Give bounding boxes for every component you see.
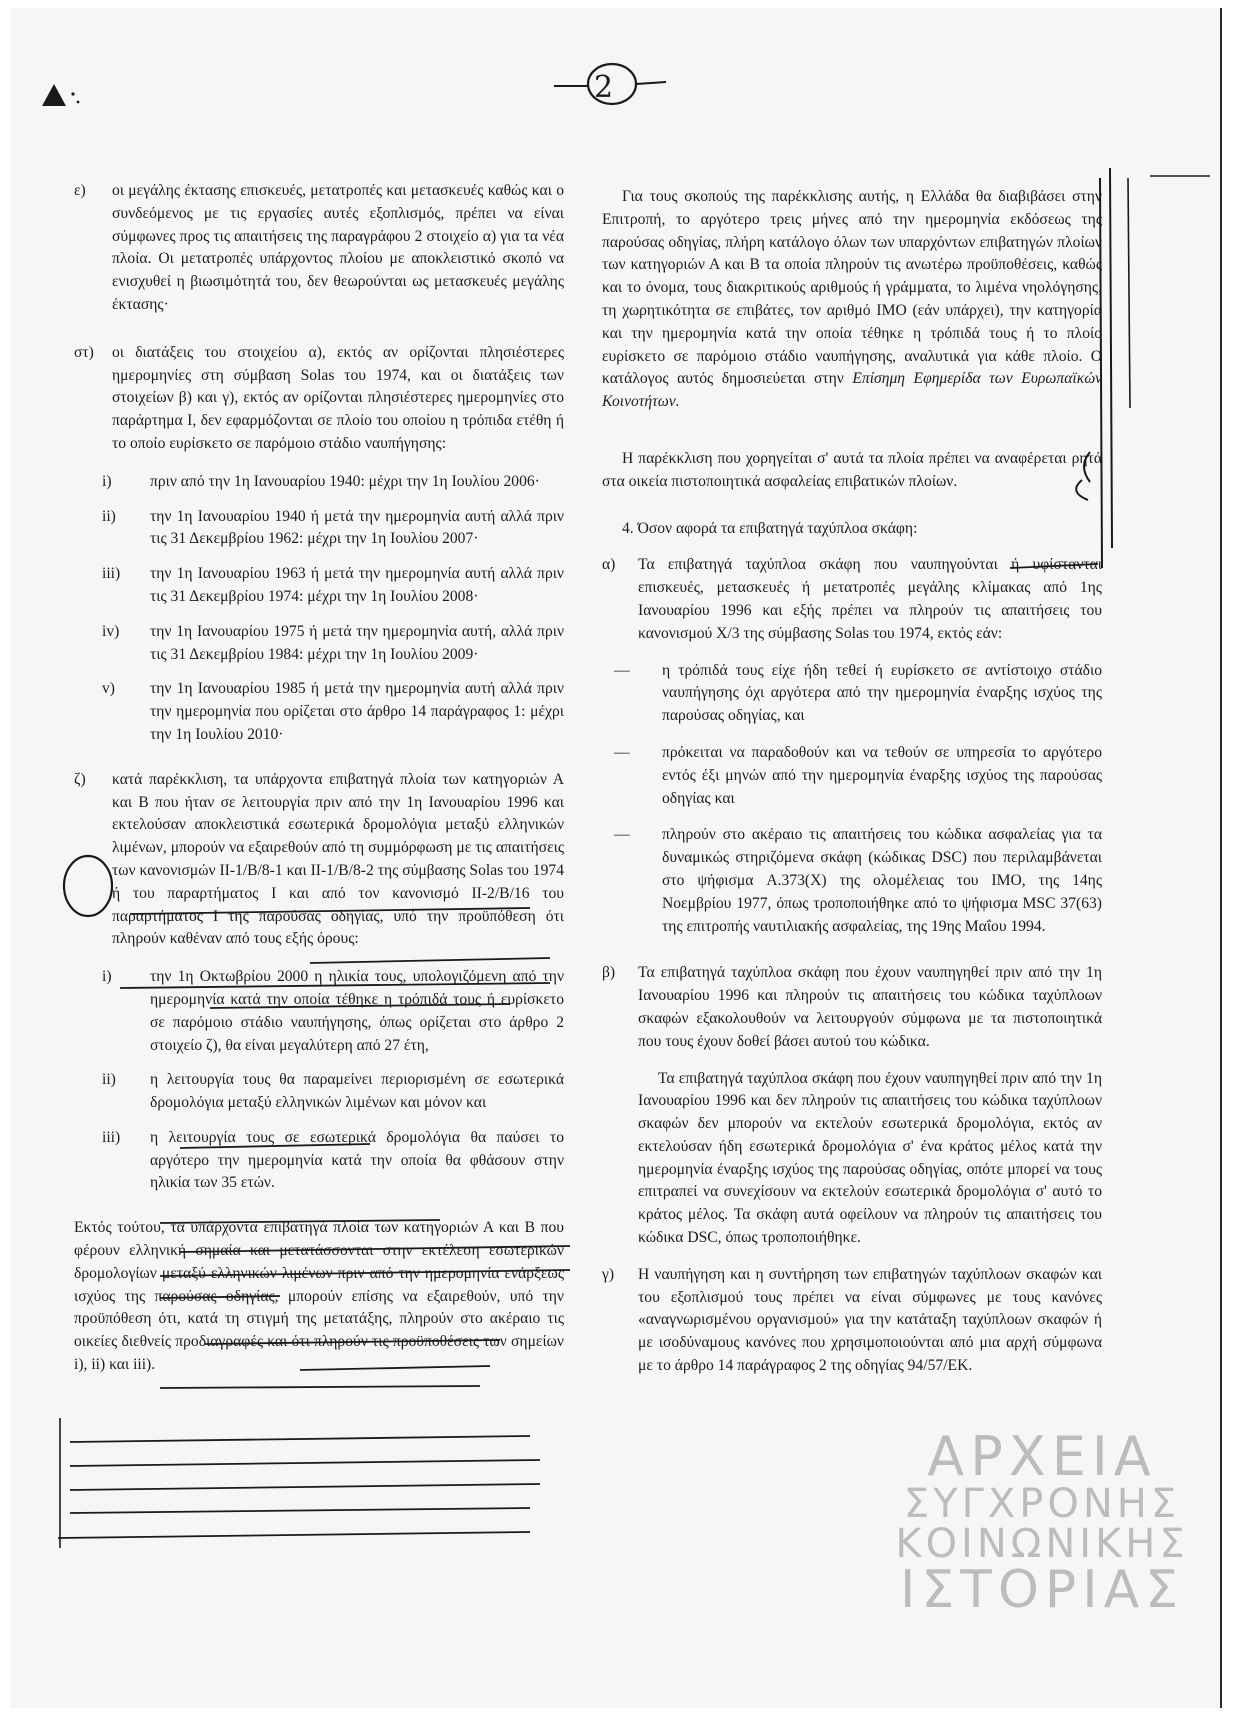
sub-item — [102, 506, 564, 552]
sub-item-text: η λειτουργία τους θα παραμείνει περιορισμένη σε εσωτερικά δρομολόγια μεταξύ ελληνικών λιμένων και μόνον και — [150, 1071, 564, 1112]
page-number — [594, 70, 613, 105]
sub-item — [102, 678, 564, 746]
dash-item: — η τρόπιδά τους είχε ήδη τεθεί ή ευρίσκετο σε αντίστοιχο στάδιο ναυπήγησης όχι αργότερα από την ημερομηνία έναρξης ισχύος της παρούσας οδηγίας, και — [614, 660, 1102, 728]
sub-item-label: i) — [102, 472, 112, 490]
sub-item-label: iii) — [102, 565, 121, 583]
item-label: στ) — [74, 343, 94, 361]
sub-item-text: την 1η Ιανουαρίου 1963 ή μετά την ημερομηνία αυτή αλλά πριν τις 31 Δεκεμβρίου 1974: μέχρι την 1η Ιουλίου 2008· — [150, 565, 564, 605]
intro-text: Για τους σκοπούς της παρέκκλισης αυτής, η Ελλάδα θα διαβιβάσει στην Επιτροπή, το αργότερο τρεις μήνες από την ημερομηνία εκδόσεως της παρούσας οδηγίας, πλήρη κατάλογο όλων των υπαρχόντων επιβατηγών πλοίων των κατηγοριών Α και Β τα οποία πληρούν τις ανωτέρω προϋποθέσεις, καθώς και το όνομα, τους διακριτικούς αριθμούς ή γράμματα, το λιμένα νηολόγησης, τη χωρητικότητα σε επιβάτες, τον αριθμό IMO (εάν υπάρχει), την κατηγορία και την ημερομηνία κατά την οποία τέθηκε η τρόπιδά τους ή το πλοίο ευρίσκετο σε παρόμοιο στάδιο ναυπήγησης, αναλυτικά για κάθε πλοίο. Ο κατάλογος αυτός δημοσιεύεται στην — [602, 188, 1102, 388]
dash-item: — πρόκειται να παραδοθούν και να τεθούν σε υπηρεσία το αργότερο εντός έξι μηνών από την ημερομηνία έναρξης ισχύος της παρούσας οδηγίας και — [614, 742, 1102, 810]
dash-item-text: πρόκειται να παραδοθούν και να τεθούν σε υπηρεσία το αργότερο εντός έξι μηνών από την ημερομηνία έναρξης ισχύος της παρούσας οδηγίας και — [662, 743, 1102, 807]
item-text: οι διατάξεις του στοιχείου α), εκτός αν ορίζονται πλησιέστερες ημερομηνίες στη σύμβαση Solas του 1974, και οι διατάξεις των στοιχείων β) και γ), εκτός αν ορίζονται πλησιέστερες ημερομηνίες στο παράρτημα I, δεν εφαρμόζονται σε πλοίο του οποίου η τρόπιδα ετέθη ή το οποίο ευρίσκετο σε παρόμοιο στάδιο ναυπήγησης: — [112, 343, 564, 452]
sub-item-label: ii) — [102, 507, 116, 525]
sub-item-text: η λειτουργία τους σε εσωτερικά δρομολόγια θα παύσει το αργότερο την ημερομηνία κατά την οποία θα φθάσουν στην ηλικία των 35 ετών. — [150, 1128, 564, 1192]
stamp-line: ΑΡΧΕΙΑ — [927, 1425, 1157, 1488]
sub-item-text: την 1η Οκτωβρίου 2000 η ηλικία τους, υπολογιζόμενη από την ημερομηνία κατά την οποία τέθηκε η τρόπιδά τους ή ευρίσκετο σε παρόμοιο στάδιο ναυπήγησης, όπως ορίζεται στο άρθρο 2 στοιχείο ζ), θα είναι μεγαλύτερη από 27 έτη, — [150, 968, 564, 1054]
item-label: γ) — [602, 1265, 615, 1283]
journal-name: Επίσημη Εφημερίδα των Ευρωπαϊκών Κοινοτήτων. — [602, 370, 1102, 411]
sub-item — [102, 471, 564, 494]
item-label: β) — [602, 964, 616, 982]
sub-item-label: i) — [102, 968, 112, 986]
corner-mark — [40, 80, 84, 115]
item-text: Τα επιβατηγά ταχύπλοα σκάφη που έχουν ναυπηγηθεί πριν από την 1η Ιανουαρίου 1996 και πληρούν τις απαιτήσεις του κώδικα ταχύπλοων σκαφών εξακολουθούν να λειτουργούν σύμφωνα με τα πιστοποιητικά που τους έχουν δοθεί βάσει αυτού του κώδικα. — [638, 964, 1102, 1050]
item-label: α) — [602, 556, 616, 574]
archive-stamp — [892, 1425, 1192, 1620]
sub-item — [102, 1127, 564, 1195]
item-zeta — [74, 769, 564, 951]
stamp-line: ΚΟΙΝΩΝΙΚΗΣ — [895, 1521, 1189, 1567]
sub-item-label: iii) — [102, 1128, 121, 1146]
document-page — [10, 8, 1222, 1708]
page-number-text: 2 — [594, 70, 614, 105]
sub-item-text: την 1η Ιανουαρίου 1985 ή μετά την ημερομηνία αυτή αλλά πριν την ημερομηνία που ορίζεται στο άρθρο 14 παράγραφος 1: μέχρι την 1η Ιουλίου 2010· — [150, 680, 564, 743]
item-label: ε) — [74, 182, 86, 199]
item-gamma — [602, 1264, 1102, 1378]
sub-item-text: πριν από την 1η Ιανουαρίου 1940: μέχρι την 1η Ιουλίου 2006· — [150, 472, 540, 490]
closing-paragraph: Εκτός τούτου, τα υπάρχοντα επιβατηγά πλοία των κατηγοριών Α και Β που φέρουν ελληνική σημαία και μετατάσσονται στην εκτέλεση εσωτερικών δρομολογίων μεταξύ ελληνικών λιμένων πριν από την ημερομηνία ενάρξεως ισχύος της παρούσας οδηγίας, μπορούν επίσης να εξαιρεθούν, υπό την προϋπόθεση ότι, κατά τη στιγμή της μετατάξης, πληρούν στο ακέραιο τις οικείες διεθνείς προδιαγραφές και ότι πληρούν τις προϋποθέσεις των σημείων i), ii) και iii). — [74, 1219, 564, 1374]
item-text: Τα επιβατηγά ταχύπλοα σκάφη που ναυπηγούνται ή υφίστανται επισκευές, μετασκευές ή μετατροπές μεγάλης κλίμακας από 1ης Ιανουαρίου 1996 και εξής πρέπει να πληρούν τις απαιτήσεις του κανονισμού X/3 της σύμβασης Solas του 1974, εκτός εάν: — [638, 556, 1102, 642]
right-column — [602, 186, 1102, 1392]
sub-item-text: την 1η Ιανουαρίου 1975 ή μετά την ημερομηνία αυτή, αλλά πριν τις 31 Δεκεμβρίου 1984: μέχρι την 1η Ιουλίου 2009· — [150, 622, 564, 663]
sub-item — [102, 563, 564, 609]
derogation-paragraph: Η παρέκκλιση που χορηγείται σ' αυτά τα πλοία πρέπει να αναφέρεται ρητά στα οικεία πιστοποιητικά ασφαλείας επιβατικών πλοίων. — [602, 449, 1102, 490]
sub-item — [102, 1069, 564, 1115]
intro-paragraph — [602, 186, 1102, 414]
sub-item — [102, 966, 564, 1057]
stamp-line: ΣΥΓΧΡΟΝΗΣ — [903, 1481, 1181, 1527]
item-st — [74, 342, 564, 456]
dash-item-text: η τρόπιδά τους είχε ήδη τεθεί ή ευρίσκετο σε αντίστοιχο στάδιο ναυπήγησης όχι αργότερα από την ημερομηνία έναρξης ισχύος της παρούσας οδηγίας, και — [662, 661, 1102, 725]
item-text: κατά παρέκκλιση, τα υπάρχοντα επιβατηγά πλοία των κατηγοριών Α και Β που ήταν σε λειτουργία πριν από την 1η Ιανουαρίου 1996 και εκτελούσαν αποκλειστικά εσωτερικά δρομολόγια μεταξύ ελληνικών λιμένων, μπορούν να εξαιρεθούν από τη συμμόρφωση με τις απαιτήσεις των κανονισμών II-1/B/8-1 και II-1/B/8-2 της σύμβασης Solas του 1974 ή του παραρτήματος I και από τον κανονισμό II-2/B/16 του παραρτήματος I της παρούσας οδηγίας, υπό την προϋπόθεση ότι πληρούν καθέναν από τους εξής όρους: — [112, 770, 564, 948]
item-beta — [602, 962, 1102, 1053]
dash-item-text: πληρούν στο ακέραιο τις απαιτήσεις του κώδικα ασφαλείας για τα δυναμικώς στηριζόμενα σκάφη (κώδικας DSC) που περιλαμβάνεται στο ψήφισμα A.373(X) της ολομέλειας του IMO, της 14ης Νοεμβρίου 1977, όπως τροποποιήθηκε από το ψήφισμα MSC 37(63) της επιτροπής ναυτιλιακής ασφαλείας, της 19ης Μαΐου 1994. — [662, 826, 1102, 935]
item-alpha — [602, 554, 1102, 645]
item-label: ζ) — [74, 770, 86, 788]
item-beta-continued — [602, 1068, 1102, 1250]
dash-item: — πληρούν στο ακέραιο τις απαιτήσεις του κώδικα ασφαλείας για τα δυναμικώς στηριζόμενα σκάφη (κώδικας DSC) που περιλαμβάνεται στο ψήφισμα A.373(X) της ολομέλειας του IMO, της 14ης Νοεμβρίου 1977, όπως τροποποιήθηκε από το ψήφισμα MSC 37(63) της επιτροπής ναυτιλιακής ασφαλείας, της 19ης Μαΐου 1994. — [614, 824, 1102, 938]
sub-item — [102, 621, 564, 667]
left-column — [74, 180, 564, 1391]
item-text: Τα επιβατηγά ταχύπλοα σκάφη που έχουν ναυπηγηθεί πριν από την 1η Ιανουαρίου 1996 και δεν πληρούν τις απαιτήσεις του κώδικα ταχύπλοων σκαφών δεν μπορούν να εκτελούν εσωτερικά δρομολόγια, εκτός αν εκτελούσαν ήδη εσωτερικά δρομολόγια σ' ένα κράτος μέλος κατά την ημερομηνία έναρξης ισχύος της παρούσας οδηγίας, οπότε μπορεί να τους επιτραπεί να συνεχίσουν να εκτελούν εσωτερικά δρομολόγια σ' αυτό το κράτος μέλος. Τα σκάφη αυτά οφείλουν να πληρούν τις απαιτήσεις του κώδικα DSC, όπως τροποποιήθηκε. — [638, 1069, 1102, 1247]
sub-item-label: v) — [102, 680, 115, 698]
sub-item-text: την 1η Ιανουαρίου 1940 ή μετά την ημερομηνία αυτή αλλά πριν τις 31 Δεκεμβρίου 1962: μέχρι την 1η Ιουλίου 2007· — [150, 507, 564, 548]
item-text: οι μεγάλης έκτασης επισκευές, μετατροπές και μετασκευές καθώς και ο συνδεόμενος με τις εργασίες αυτές εξοπλισμός, πρέπει να είναι σύμφωνες προς τις απαιτήσεις της παραγράφου 2 στοιχείο α) για τα νέα πλοία. Οι μετατροπές υπάρχοντος πλοίου με αποκλειστικό σκοπό να ενισχυθεί η βιωσιμότητά του, δεν θεωρούνται ως μετασκευές μεγάλης έκτασης· — [112, 182, 564, 313]
item-text: Η ναυπήγηση και η συντήρηση των επιβατηγών ταχύπλοων σκαφών και του εξοπλισμού τους πρέπει να είναι σύμφωνες με τους κανόνες «αναγνωρισμένου οργανισμού» για την κατάταξη ταχύπλοων σκαφών ή με ισοδύναμους κανόνες που χρησιμοποιούνται από μια αρχή σύμφωνα με το άρθρο 14 παράγραφος 2 της οδηγίας 94/57/ΕΚ. — [638, 1265, 1102, 1375]
item-epsilon — [74, 180, 564, 317]
sub-item-label: ii) — [102, 1071, 116, 1089]
stamp-line: ΙΣΤΟΡΙΑΣ — [899, 1560, 1184, 1620]
sub-item-label: iv) — [102, 622, 120, 640]
section-heading: 4. Όσον αφορά τα επιβατηγά ταχύπλοα σκάφη: — [622, 519, 918, 537]
